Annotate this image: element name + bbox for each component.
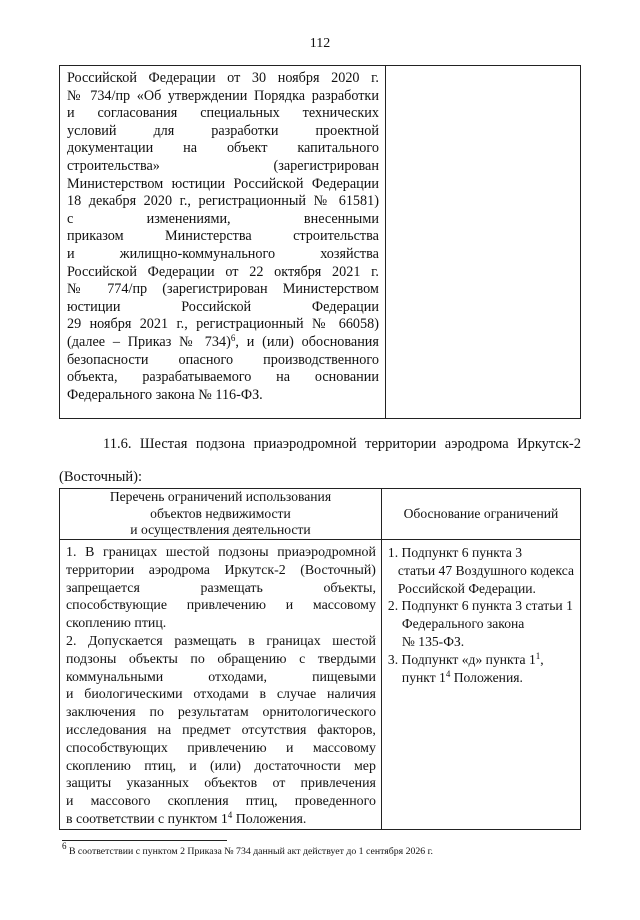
page-number: 112 — [309, 36, 331, 51]
text-line — [67, 334, 379, 352]
restrictions-table — [59, 488, 581, 830]
text-line: условий для разработки проектной — [67, 122, 379, 139]
text-line: 1. Подпункт 6 пункта 3 — [387, 545, 523, 560]
justification-cell — [381, 540, 580, 830]
text-line: 29 ноября 2021 г., регистрационный № 66058) — [67, 316, 379, 333]
header-line: Перечень ограничений использования — [109, 489, 332, 504]
text-line: 18 декабря 2020 г., регистрационный № 61581) — [67, 193, 379, 210]
text-line: и согласования специальных технических — [67, 105, 379, 122]
text-line: и жилищно-коммунального хозяйства — [67, 245, 379, 262]
text-line: Российской Федерации от 22 октября 2021 г. — [67, 263, 379, 280]
text-line: безопасности опасного производственного — [67, 351, 379, 368]
footnote — [62, 841, 433, 857]
text-fragment: Положения. — [450, 669, 523, 685]
text-line: скоплению птиц. — [66, 616, 167, 632]
text-line: 1. В границах шестой подзоны приаэродромной — [66, 545, 376, 560]
text-line: Федерального закона — [401, 616, 525, 632]
text-line: с изменениями, внесенными — [67, 210, 379, 227]
restrictions-cell — [60, 66, 386, 419]
text-fragment: , — [540, 651, 544, 667]
footnote-text: В соответствии с пунктом 2 Приказа № 734 данный акт действует до 1 сентября 2026 г. — [66, 846, 433, 857]
text-line: приказом Министерства строительства — [67, 228, 379, 245]
restrictions-cell — [60, 540, 382, 830]
continuation-table — [59, 65, 581, 419]
text-line: территории аэродрома Иркутск-2 (Восточный) — [66, 562, 376, 578]
text-fragment: 3. Подпункт «д» пункта 1 — [387, 651, 536, 667]
text-line: 2. Подпункт 6 пункта 3 статьи 1 — [387, 598, 573, 614]
justification-cell — [385, 66, 580, 419]
text-line: исследования на предмет отсутствия факторов, — [66, 722, 376, 738]
header-line: и осуществления деятельности — [130, 522, 311, 537]
footnote-ref: 6 — [230, 332, 236, 343]
section-heading-line: 11.6. Шестая подзона приаэродромной территории аэродрома Иркутск-2 — [103, 436, 581, 452]
text-line — [388, 651, 574, 669]
superscript: 1 — [535, 650, 541, 661]
section-heading — [59, 436, 581, 486]
text-line: статьи 47 Воздушного кодекса — [397, 562, 574, 578]
text-line: и массового скопления птиц, проведенного — [66, 794, 376, 810]
text-line: Российской Федерации от 30 ноября 2020 г. — [67, 70, 379, 86]
text-line — [388, 669, 574, 687]
text-line: способствующих привлечению и массовому — [66, 740, 376, 756]
text-line: скоплению птиц, и (или) достаточности мер — [66, 758, 376, 774]
text-fragment: , и (или) обоснования — [235, 333, 379, 350]
text-fragment: пункт 1 — [401, 669, 446, 685]
text-line: Министерством юстиции Российской Федерации — [67, 175, 379, 192]
text-line: юстиции Российской Федерации — [67, 298, 379, 315]
header-justification: Обоснование ограничений — [381, 489, 580, 540]
footnote-divider — [62, 840, 227, 841]
text-line: и биологическими отходами в случае наличия — [66, 687, 376, 703]
text-line: подзоны объекты по обращению с твердыми — [66, 651, 376, 667]
footnote-mark: 6 — [62, 841, 67, 851]
text-fragment: (далее – Приказ № 734) — [67, 333, 231, 350]
text-fragment: Положения. — [232, 811, 307, 827]
text-line: коммунальными отходами, пищевыми — [66, 669, 376, 685]
text-line: объекта, разрабатываемого на основании — [67, 369, 379, 386]
text-line: № 135-ФЗ. — [401, 633, 465, 649]
text-line: № 774/пр (зарегистрирован Министерством — [67, 281, 379, 298]
text-line: документации на объект капитального — [67, 140, 379, 157]
header-line: объектов недвижимости — [150, 505, 291, 521]
text-line: 2. Допускается размещать в границах шестой — [66, 633, 376, 649]
text-line: защиты указанных объектов от привлечения — [66, 776, 376, 792]
text-line: способствующие привлечению и массовому — [66, 598, 376, 614]
text-line: запрещается размещать объекты, — [66, 580, 376, 596]
text-line — [66, 811, 376, 829]
text-fragment: в соответствии с пунктом 1 — [66, 811, 228, 827]
text-line: № 734/пр «Об утверждении Порядка разработки — [67, 87, 379, 104]
section-heading-line: (Восточный): — [59, 469, 142, 485]
text-line: заключения по результатам орнитологического — [66, 705, 376, 721]
text-line: Российской Федерации. — [397, 580, 536, 596]
text-line: строительства» (зарегистрирован — [67, 157, 379, 174]
superscript: 4 — [445, 668, 451, 679]
text-line: Федерального закона № 116-ФЗ. — [67, 386, 263, 403]
header-restrictions — [60, 489, 382, 540]
superscript: 4 — [227, 809, 233, 820]
